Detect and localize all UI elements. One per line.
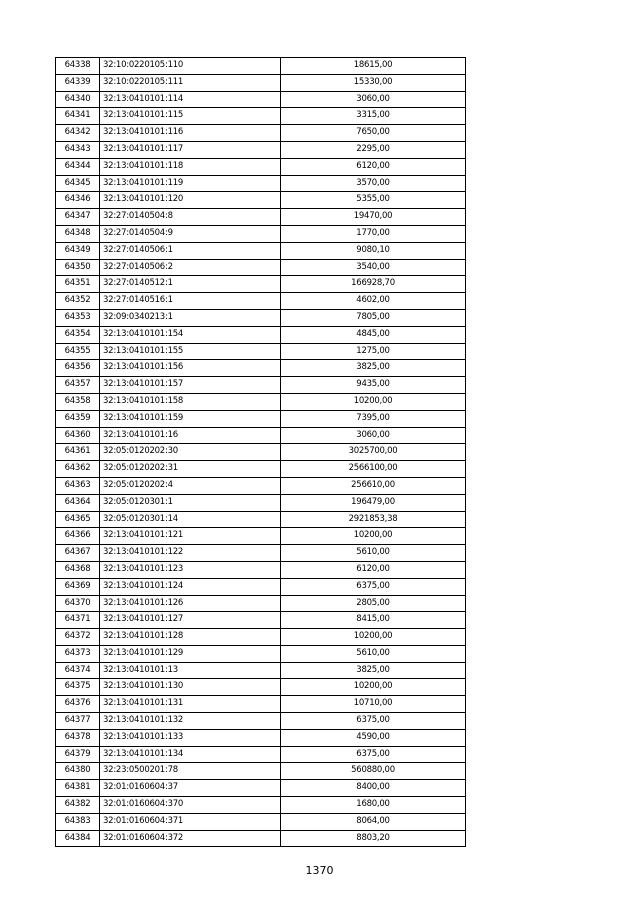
- table-row: [56, 393, 466, 410]
- row-number-cell: 64367: [56, 545, 100, 562]
- value-cell: 8415,00: [281, 612, 466, 629]
- table-row: [56, 259, 466, 276]
- value-cell: 10200,00: [281, 629, 466, 646]
- value-cell: 8400,00: [281, 780, 466, 797]
- row-number-cell: 64348: [56, 225, 100, 242]
- cadastral-number-cell: 32:13:0410101:13: [100, 662, 281, 679]
- row-number-cell: 64354: [56, 326, 100, 343]
- value-cell: 3540,00: [281, 259, 466, 276]
- table-row: [56, 141, 466, 158]
- value-cell: 6120,00: [281, 561, 466, 578]
- cadastral-number-cell: 32:13:0410101:122: [100, 545, 281, 562]
- row-number-cell: 64357: [56, 377, 100, 394]
- value-cell: 6375,00: [281, 713, 466, 730]
- cadastral-number-cell: 32:10:0220105:111: [100, 74, 281, 91]
- table-row: [56, 494, 466, 511]
- cadastral-number-cell: 32:13:0410101:129: [100, 645, 281, 662]
- cadastral-number-cell: 32:27:0140506:2: [100, 259, 281, 276]
- row-number-cell: 64369: [56, 578, 100, 595]
- cadastral-number-cell: 32:10:0220105:110: [100, 58, 281, 75]
- table-row: [56, 343, 466, 360]
- row-number-cell: 64372: [56, 629, 100, 646]
- row-number-cell: 64365: [56, 511, 100, 528]
- row-number-cell: 64371: [56, 612, 100, 629]
- table-row: [56, 125, 466, 142]
- row-number-cell: 64383: [56, 813, 100, 830]
- cadastral-number-cell: 32:05:0120202:31: [100, 461, 281, 478]
- table-row: [56, 91, 466, 108]
- row-number-cell: 64373: [56, 645, 100, 662]
- value-cell: 3825,00: [281, 360, 466, 377]
- cadastral-number-cell: 32:27:0140504:8: [100, 209, 281, 226]
- cadastral-number-cell: 32:27:0140516:1: [100, 293, 281, 310]
- row-number-cell: 64379: [56, 746, 100, 763]
- table-row: [56, 797, 466, 814]
- table-row: [56, 477, 466, 494]
- cadastral-number-cell: 32:13:0410101:155: [100, 343, 281, 360]
- value-cell: 560880,00: [281, 763, 466, 780]
- row-number-cell: 64360: [56, 427, 100, 444]
- table-row: [56, 58, 466, 75]
- table-row: [56, 578, 466, 595]
- value-cell: 1680,00: [281, 797, 466, 814]
- value-cell: 6375,00: [281, 578, 466, 595]
- value-cell: 2921853,38: [281, 511, 466, 528]
- value-cell: 15330,00: [281, 74, 466, 91]
- row-number-cell: 64352: [56, 293, 100, 310]
- table-row: [56, 175, 466, 192]
- row-number-cell: 64339: [56, 74, 100, 91]
- row-number-cell: 64384: [56, 830, 100, 847]
- cadastral-number-cell: 32:27:0140506:1: [100, 242, 281, 259]
- cadastral-number-cell: 32:13:0410101:131: [100, 696, 281, 713]
- table-row: [56, 511, 466, 528]
- cadastral-number-cell: 32:01:0160604:370: [100, 797, 281, 814]
- cadastral-number-cell: 32:13:0410101:154: [100, 326, 281, 343]
- row-number-cell: 64341: [56, 108, 100, 125]
- row-number-cell: 64381: [56, 780, 100, 797]
- value-cell: 1275,00: [281, 343, 466, 360]
- cadastral-number-cell: 32:13:0410101:119: [100, 175, 281, 192]
- value-cell: 2566100,00: [281, 461, 466, 478]
- cadastral-number-cell: 32:13:0410101:114: [100, 91, 281, 108]
- cadastral-number-cell: 32:13:0410101:126: [100, 595, 281, 612]
- table-row: [56, 225, 466, 242]
- row-number-cell: 64368: [56, 561, 100, 578]
- value-cell: 3060,00: [281, 427, 466, 444]
- table-row: [56, 309, 466, 326]
- row-number-cell: 64355: [56, 343, 100, 360]
- row-number-cell: 64359: [56, 410, 100, 427]
- row-number-cell: 64374: [56, 662, 100, 679]
- table-row: [56, 545, 466, 562]
- value-cell: 256610,00: [281, 477, 466, 494]
- row-number-cell: 64338: [56, 58, 100, 75]
- row-number-cell: 64342: [56, 125, 100, 142]
- cadastral-number-cell: 32:01:0160604:371: [100, 813, 281, 830]
- table-row: [56, 360, 466, 377]
- cadastral-number-cell: 32:01:0160604:37: [100, 780, 281, 797]
- cadastral-number-cell: 32:13:0410101:134: [100, 746, 281, 763]
- value-cell: 4590,00: [281, 729, 466, 746]
- row-number-cell: 64366: [56, 528, 100, 545]
- records-table-body: [56, 58, 466, 847]
- cadastral-number-cell: 32:13:0410101:117: [100, 141, 281, 158]
- cadastral-number-cell: 32:05:0120202:30: [100, 444, 281, 461]
- row-number-cell: 64370: [56, 595, 100, 612]
- table-row: [56, 377, 466, 394]
- page-number: 1370: [305, 864, 334, 877]
- row-number-cell: 64362: [56, 461, 100, 478]
- value-cell: 3825,00: [281, 662, 466, 679]
- cadastral-number-cell: 32:27:0140512:1: [100, 276, 281, 293]
- row-number-cell: 64364: [56, 494, 100, 511]
- row-number-cell: 64350: [56, 259, 100, 276]
- value-cell: 8803,20: [281, 830, 466, 847]
- row-number-cell: 64358: [56, 393, 100, 410]
- table-row: [56, 662, 466, 679]
- table-row: [56, 696, 466, 713]
- table-row: [56, 612, 466, 629]
- value-cell: 7395,00: [281, 410, 466, 427]
- table-row: [56, 746, 466, 763]
- row-number-cell: 64356: [56, 360, 100, 377]
- cadastral-number-cell: 32:13:0410101:16: [100, 427, 281, 444]
- cadastral-number-cell: 32:13:0410101:132: [100, 713, 281, 730]
- row-number-cell: 64382: [56, 797, 100, 814]
- value-cell: 166928,70: [281, 276, 466, 293]
- table-row: [56, 780, 466, 797]
- value-cell: 2295,00: [281, 141, 466, 158]
- value-cell: 7650,00: [281, 125, 466, 142]
- table-row: [56, 813, 466, 830]
- value-cell: 3570,00: [281, 175, 466, 192]
- value-cell: 10200,00: [281, 393, 466, 410]
- table-row: [56, 645, 466, 662]
- row-number-cell: 64375: [56, 679, 100, 696]
- table-row: [56, 679, 466, 696]
- table-row: [56, 410, 466, 427]
- row-number-cell: 64363: [56, 477, 100, 494]
- cadastral-number-cell: 32:13:0410101:157: [100, 377, 281, 394]
- row-number-cell: 64346: [56, 192, 100, 209]
- cadastral-number-cell: 32:13:0410101:116: [100, 125, 281, 142]
- row-number-cell: 64347: [56, 209, 100, 226]
- table-row: [56, 629, 466, 646]
- table-row: [56, 242, 466, 259]
- row-number-cell: 64353: [56, 309, 100, 326]
- value-cell: 19470,00: [281, 209, 466, 226]
- cadastral-number-cell: 32:09:0340213:1: [100, 309, 281, 326]
- table-row: [56, 595, 466, 612]
- records-table: [55, 57, 466, 847]
- table-row: [56, 461, 466, 478]
- value-cell: 5355,00: [281, 192, 466, 209]
- value-cell: 4602,00: [281, 293, 466, 310]
- row-number-cell: 64340: [56, 91, 100, 108]
- cadastral-number-cell: 32:13:0410101:118: [100, 158, 281, 175]
- row-number-cell: 64377: [56, 713, 100, 730]
- row-number-cell: 64376: [56, 696, 100, 713]
- value-cell: 9435,00: [281, 377, 466, 394]
- value-cell: 7805,00: [281, 309, 466, 326]
- value-cell: 3060,00: [281, 91, 466, 108]
- cadastral-number-cell: 32:13:0410101:123: [100, 561, 281, 578]
- row-number-cell: 64343: [56, 141, 100, 158]
- table-row: [56, 276, 466, 293]
- value-cell: 5610,00: [281, 645, 466, 662]
- cadastral-number-cell: 32:23:0500201:78: [100, 763, 281, 780]
- table-row: [56, 74, 466, 91]
- cadastral-number-cell: 32:13:0410101:128: [100, 629, 281, 646]
- cadastral-number-cell: 32:13:0410101:159: [100, 410, 281, 427]
- table-row: [56, 427, 466, 444]
- value-cell: 4845,00: [281, 326, 466, 343]
- table-row: [56, 209, 466, 226]
- value-cell: 18615,00: [281, 58, 466, 75]
- cadastral-number-cell: 32:13:0410101:115: [100, 108, 281, 125]
- table-row: [56, 830, 466, 847]
- cadastral-number-cell: 32:13:0410101:156: [100, 360, 281, 377]
- cadastral-number-cell: 32:05:0120301:14: [100, 511, 281, 528]
- cadastral-number-cell: 32:27:0140504:9: [100, 225, 281, 242]
- cadastral-number-cell: 32:13:0410101:127: [100, 612, 281, 629]
- table-row: [56, 326, 466, 343]
- value-cell: 6375,00: [281, 746, 466, 763]
- row-number-cell: 64351: [56, 276, 100, 293]
- value-cell: 1770,00: [281, 225, 466, 242]
- value-cell: 2805,00: [281, 595, 466, 612]
- cadastral-number-cell: 32:13:0410101:133: [100, 729, 281, 746]
- table-row: [56, 158, 466, 175]
- cadastral-number-cell: 32:05:0120301:1: [100, 494, 281, 511]
- cadastral-number-cell: 32:13:0410101:121: [100, 528, 281, 545]
- row-number-cell: 64344: [56, 158, 100, 175]
- cadastral-number-cell: 32:13:0410101:158: [100, 393, 281, 410]
- value-cell: 196479,00: [281, 494, 466, 511]
- value-cell: 6120,00: [281, 158, 466, 175]
- cadastral-number-cell: 32:13:0410101:124: [100, 578, 281, 595]
- cadastral-number-cell: 32:05:0120202:4: [100, 477, 281, 494]
- table-row: [56, 729, 466, 746]
- table-row: [56, 713, 466, 730]
- value-cell: 10200,00: [281, 528, 466, 545]
- table-row: [56, 763, 466, 780]
- table-row: [56, 108, 466, 125]
- cadastral-number-cell: 32:13:0410101:120: [100, 192, 281, 209]
- value-cell: 3025700,00: [281, 444, 466, 461]
- cadastral-number-cell: 32:13:0410101:130: [100, 679, 281, 696]
- value-cell: 10710,00: [281, 696, 466, 713]
- row-number-cell: 64349: [56, 242, 100, 259]
- table-row: [56, 192, 466, 209]
- value-cell: 5610,00: [281, 545, 466, 562]
- row-number-cell: 64345: [56, 175, 100, 192]
- row-number-cell: 64378: [56, 729, 100, 746]
- table-row: [56, 444, 466, 461]
- table-row: [56, 561, 466, 578]
- row-number-cell: 64380: [56, 763, 100, 780]
- value-cell: 10200,00: [281, 679, 466, 696]
- value-cell: 8064,00: [281, 813, 466, 830]
- value-cell: 9080,10: [281, 242, 466, 259]
- value-cell: 3315,00: [281, 108, 466, 125]
- cadastral-number-cell: 32:01:0160604:372: [100, 830, 281, 847]
- row-number-cell: 64361: [56, 444, 100, 461]
- table-row: [56, 528, 466, 545]
- table-row: [56, 293, 466, 310]
